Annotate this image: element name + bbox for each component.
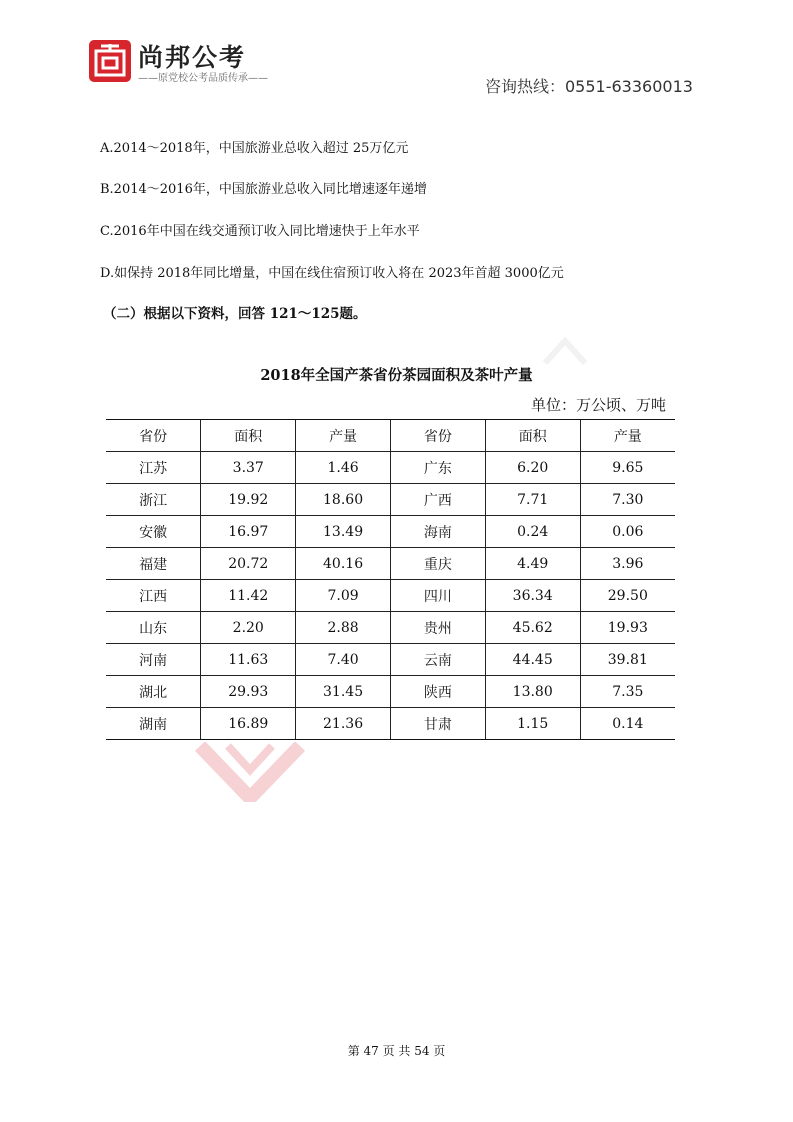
table-unit: 单位：万公顷、万吨 <box>530 396 666 414</box>
watermark-logo-icon <box>190 742 310 802</box>
logo-name: 尚邦公考 <box>138 43 247 72</box>
table-cell: 6.20 <box>485 452 580 484</box>
table-cell: 四川 <box>390 580 485 612</box>
table-cell: 7.09 <box>296 580 391 612</box>
table-cell: 0.14 <box>580 708 675 740</box>
table-cell: 11.42 <box>201 580 296 612</box>
option-a: A.2014～2018年，中国旅游业总收入超过 25万亿元 <box>100 141 409 156</box>
table-cell: 2.88 <box>296 612 391 644</box>
table-cell: 湖南 <box>106 708 201 740</box>
watermark-mark-icon <box>540 335 590 365</box>
table-cell: 29.50 <box>580 580 675 612</box>
table-cell: 陕西 <box>390 676 485 708</box>
table-cell: 31.45 <box>296 676 391 708</box>
table-cell: 39.81 <box>580 644 675 676</box>
table-row <box>106 644 675 676</box>
section-heading: （二）根据以下资料，回答 121～125题。 <box>103 306 367 322</box>
logo-mark-icon <box>89 40 131 82</box>
table-row <box>106 708 675 740</box>
table-cell: 甘肃 <box>390 708 485 740</box>
header-area-1: 面积 <box>201 420 296 452</box>
table-cell: 13.80 <box>485 676 580 708</box>
table-cell: 0.24 <box>485 516 580 548</box>
table-cell: 海南 <box>390 516 485 548</box>
table-row <box>106 452 675 484</box>
table-cell: 安徽 <box>106 516 201 548</box>
header-province-1: 省份 <box>106 420 201 452</box>
table-cell: 40.16 <box>296 548 391 580</box>
hotline-text: 咨询热线：0551-63360013 <box>485 77 693 96</box>
table-cell: 4.49 <box>485 548 580 580</box>
tea-data-table <box>106 419 675 740</box>
table-cell: 0.06 <box>580 516 675 548</box>
table-row <box>106 548 675 580</box>
table-cell: 浙江 <box>106 484 201 516</box>
table-row <box>106 580 675 612</box>
table-cell: 45.62 <box>485 612 580 644</box>
header-output-2: 产量 <box>580 420 675 452</box>
table-cell: 湖北 <box>106 676 201 708</box>
header-area-2: 面积 <box>485 420 580 452</box>
header-province-2: 省份 <box>390 420 485 452</box>
table-cell: 广西 <box>390 484 485 516</box>
table-cell: 3.37 <box>201 452 296 484</box>
table-cell: 7.40 <box>296 644 391 676</box>
table-cell: 7.35 <box>580 676 675 708</box>
table-cell: 36.34 <box>485 580 580 612</box>
option-c: C.2016年中国在线交通预订收入同比增速快于上年水平 <box>100 224 420 239</box>
table-row <box>106 516 675 548</box>
table-cell: 山东 <box>106 612 201 644</box>
page-number: 第 47 页 共 54 页 <box>347 1044 446 1058</box>
table-cell: 20.72 <box>201 548 296 580</box>
table-cell: 2.20 <box>201 612 296 644</box>
table-cell: 江苏 <box>106 452 201 484</box>
table-cell: 广东 <box>390 452 485 484</box>
table-cell: 16.97 <box>201 516 296 548</box>
table-cell: 3.96 <box>580 548 675 580</box>
table-cell: 21.36 <box>296 708 391 740</box>
table-cell: 13.49 <box>296 516 391 548</box>
table-row <box>106 612 675 644</box>
table-row <box>106 484 675 516</box>
table-cell: 19.92 <box>201 484 296 516</box>
header-output-1: 产量 <box>296 420 391 452</box>
logo-slogan: ——原党校公考品质传承—— <box>138 73 268 84</box>
table-cell: 贵州 <box>390 612 485 644</box>
table-cell: 7.30 <box>580 484 675 516</box>
brand-logo <box>89 40 279 86</box>
table-cell: 11.63 <box>201 644 296 676</box>
table-header-row <box>106 420 675 452</box>
table-cell: 44.45 <box>485 644 580 676</box>
table-cell: 福建 <box>106 548 201 580</box>
table-cell: 16.89 <box>201 708 296 740</box>
table-cell: 重庆 <box>390 548 485 580</box>
option-d: D.如保持 2018年同比增量，中国在线住宿预订收入将在 2023年首超 3000亿元 <box>100 266 564 281</box>
table-cell: 9.65 <box>580 452 675 484</box>
table-cell: 河南 <box>106 644 201 676</box>
table-row <box>106 676 675 708</box>
table-cell: 1.46 <box>296 452 391 484</box>
table-cell: 江西 <box>106 580 201 612</box>
table-title: 2018年全国产茶省份茶园面积及茶叶产量 <box>260 367 533 384</box>
table-cell: 19.93 <box>580 612 675 644</box>
option-b: B.2014～2016年，中国旅游业总收入同比增速逐年递增 <box>100 182 427 197</box>
table-cell: 18.60 <box>296 484 391 516</box>
table-cell: 云南 <box>390 644 485 676</box>
table-cell: 1.15 <box>485 708 580 740</box>
table-cell: 7.71 <box>485 484 580 516</box>
table-cell: 29.93 <box>201 676 296 708</box>
